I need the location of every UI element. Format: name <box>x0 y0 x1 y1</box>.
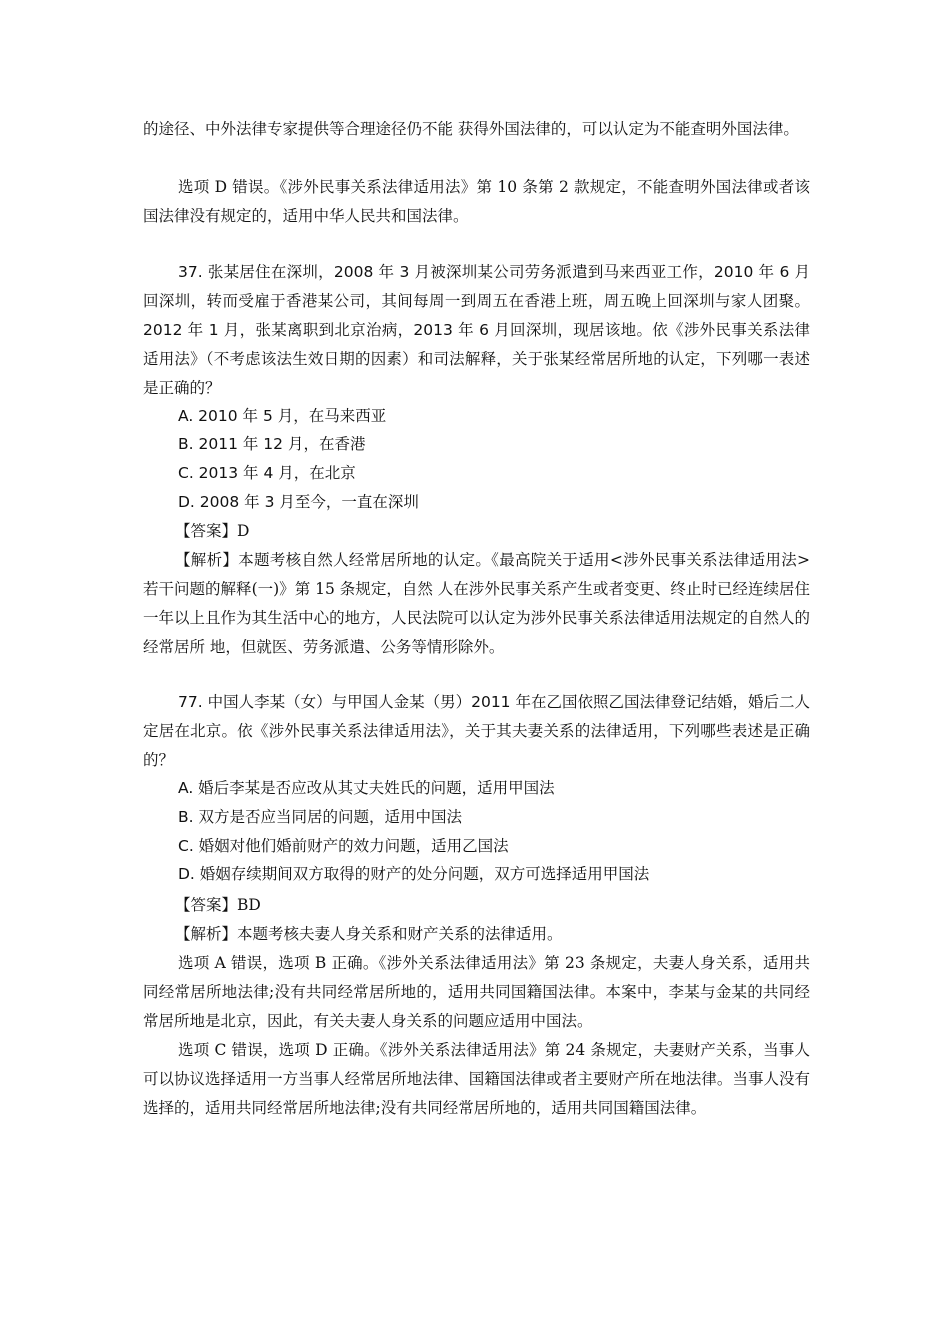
question-77-option-d: D. 婚姻存续期间双方取得的财产的处分问题，双方可选择适用甲国法 <box>178 865 650 883</box>
question-37-option-a: A. 2010 年 5 月，在马来西亚 <box>178 407 387 425</box>
question-37-option-c: C. 2013 年 4 月，在北京 <box>178 464 356 482</box>
question-77-paragraph-1: 选项 A 错误，选项 B 正确。《涉外关系法律适用法》第 23 条规定，夫妻人身关系，适用共同经常居所地法律;没有共同经常居所地的，适用共同国籍国法律。本案中，李某与金某的共同经常居所地是北京，因此，有关夫妻人身关系的问题应适用中国法。 <box>143 954 810 1030</box>
question-37-stem: 37. 张某居住在深圳，2008 年 3 月被深圳某公司劳务派遣到马来西亚工作，2010 年 6 月回深圳，转而受雇于香港某公司，其间每周一到周五在香港上班，周五晚上回深圳与家人团聚。2012 年 1 月，张某离职到北京治病，2013 年 6 月回深圳，现居该地。依《涉外民事关系法律适用法》（不考虑该法生效日期的因素）和司法解释，关于张某经常居所地的认定，下列哪一表述是正确的？ <box>143 263 810 397</box>
question-77-option-c: C. 婚姻对他们婚前财产的效力问题，适用乙国法 <box>178 837 509 855</box>
question-77-paragraph-2: 选项 C 错误，选项 D 正确。《涉外关系法律适用法》第 24 条规定，夫妻财产关系，当事人可以协议选择适用一方当事人经常居所地法律、国籍国法律或者主要财产所在地法律。当事人没有选择的，适用共同经常居所地法律;没有共同经常居所地的，适用共同国籍国法律。 <box>143 1041 810 1117</box>
paragraph-option-d: 选项 D 错误。《涉外民事关系法律适用法》第 10 条第 2 款规定，不能查明外国法律或者该国法律没有规定的，适用中华人民共和国法律。 <box>143 178 810 225</box>
question-77-answer: 【答案】BD <box>175 896 261 914</box>
paragraph-continuation: 的途径、中外法律专家提供等合理途径仍不能 获得外国法律的，可以认定为不能查明外国法律。 <box>143 120 799 138</box>
question-37-answer: 【答案】D <box>175 522 250 540</box>
question-77-stem: 77. 中国人李某（女）与甲国人金某（男）2011 年在乙国依照乙国法律登记结婚，婚后二人定居在北京。依《涉外民事关系法律适用法》，关于其夫妻关系的法律适用，下列哪些表述是正确的？ <box>143 693 810 769</box>
question-37-option-b: B. 2011 年 12 月，在香港 <box>178 435 366 453</box>
question-77-option-b: B. 双方是否应当同居的问题，适用中国法 <box>178 808 462 826</box>
question-37-option-d: D. 2008 年 3 月至今，一直在深圳 <box>178 493 419 511</box>
question-77-option-a: A. 婚后李某是否应改从其丈夫姓氏的问题，适用甲国法 <box>178 779 555 797</box>
question-77-analysis: 【解析】本题考核夫妻人身关系和财产关系的法律适用。 <box>175 925 563 943</box>
question-37-analysis: 【解析】本题考核自然人经常居所地的认定。《最高院关于适用<涉外民事关系法律适用法>若干问题的解释(一)》第 15 条规定，自然 人在涉外民事关系产生或者变更、终止时已经连续居住一年以上且作为其生活中心的地方，人民法院可以认定为涉外民事关系法律适用法规定的自然人的经常居所 地，但就医、劳务派遣、公务等情形除外。 <box>143 551 810 656</box>
